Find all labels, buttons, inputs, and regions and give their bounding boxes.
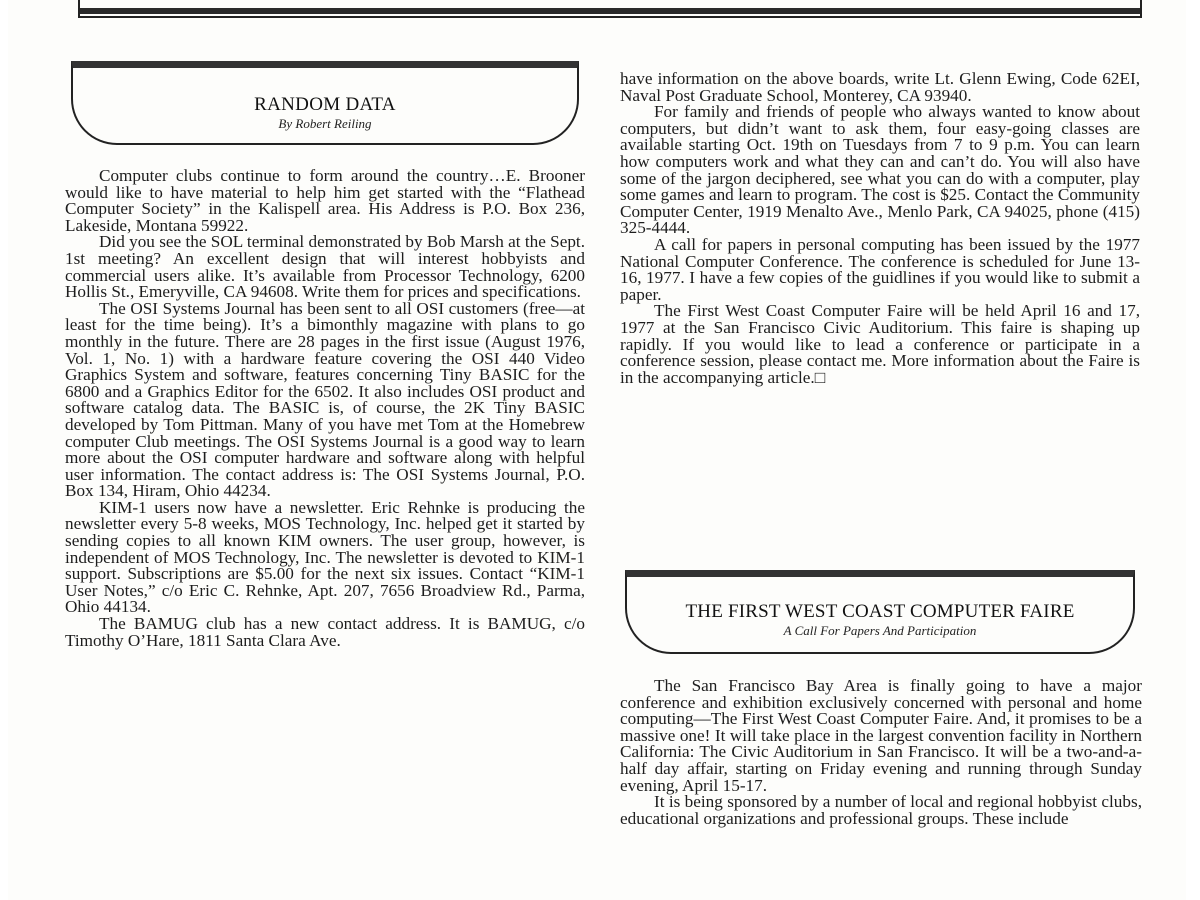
paragraph: It is being sponsored by a number of local and regional hobbyist clubs, educational organizations and professional groups. These include — [620, 792, 1142, 828]
computer-faire-title-box — [625, 570, 1135, 654]
paragraph: The OSI Systems Journal has been sent to all OSI customers (free—at least for the time being). It’s a bimonthly magazine with plans to go monthly in the future. There are 28 pages in the first issue (August 1976, Vol. 1, No. 1) with a hardware feature covering the OSI 440 Video Graphics System and software, features concerning Tiny BASIC for the 6800 and a Graphics Editor for the 6502. It also includes OSI product and software catalog data. The BASIC is, of course, the 2K Tiny BASIC developed by Tom Pittman. Many of you have met Tom at the Homebrew computer Club meetings. The OSI Systems Journal is a good way to learn more about the OSI computer hardware and software along with helpful user information. The contact address is: The OSI Systems Journal, P.O. Box 134, Hiram, Ohio 44234. — [65, 298, 585, 501]
paragraph: Did you see the SOL terminal demonstrated by Bob Marsh at the Sept. 1st meeting? An excellent design that will interest hobbyists and commercial users alike. It’s available from Processor Technology, 6200 Hollis St., Emeryville, CA 94608. Write them for prices and specifications. — [65, 232, 585, 302]
article-title: RANDOM DATA — [254, 94, 396, 115]
right-column-faire-article — [620, 678, 1142, 900]
paragraph: have information on the above boards, write Lt. Glenn Ewing, Code 62EI, Naval Post Graduate School, Monterey, CA 93940. — [620, 71, 1140, 105]
top-border-rule — [78, 0, 1142, 18]
paragraph: A call for papers in personal computing has been issued by the 1977 National Computer Conference. The conference is scheduled for June 13-16, 1977. I have a few copies of the guidlines if you would like to submit a paper. — [620, 234, 1140, 304]
paragraph: KIM-1 users now have a newsletter. Eric Rehnke is producing the newsletter every 5-8 weeks, MOS Technology, Inc. helped get it started by sending copies to all known KIM owners. The user group, however, is independent of MOS Technology, Inc. The newsletter is devoted to KIM-1 support. Subscriptions are $5.00 for the next six issues. Contact “KIM-1 User Notes,” c/o Eric C. Rehnke, Apt. 207, 7656 Broadview Rd., Parma, Ohio 44134. — [65, 497, 585, 617]
article-byline: By Robert Reiling — [278, 116, 372, 131]
article-subtitle: A Call For Papers And Participation — [783, 623, 977, 638]
magazine-page — [8, 0, 1186, 900]
random-data-title-box — [71, 61, 579, 145]
paragraph: The First West Coast Computer Faire will be held April 16 and 17, 1977 at the San Francisco Civic Auditorium. This faire is shaping up rapidly. If you would like to lead a conference or participate in a conference session, please contact me. More information about the Faire is in the accompanying article.□ — [620, 301, 1140, 387]
paragraph: The San Francisco Bay Area is finally going to have a major conference and exhibition exclusively concerned with personal and home computing—The First West Coast Computer Faire. And, it promises to be a massive one! It will take place in the largest convention facility in Northern California: The Civic Auditorium in San Francisco. It will be a two-and-a-half day affair, starting on Friday evening and running through Sunday evening, April 15-17. — [620, 678, 1142, 795]
left-column — [65, 168, 585, 900]
paragraph: For family and friends of people who always wanted to know about computers, but didn’t want to ask them, four easy-going classes are available starting Oct. 19th on Tuesdays from 7 to 9 p.m. You can learn how computers work and what they can and can’t do. You will also have some of the jargon deciphered, see what you can do with a computer, play some games and learn to program. The cost is $25. Contact the Community Computer Center, 1919 Menalto Ave., Menlo Park, CA 94025, phone (415) 325-4444. — [620, 102, 1140, 238]
paragraph: The BAMUG club has a new contact address. It is BAMUG, c/o Timothy O’Hare, 1811 Santa Clara Ave. — [65, 614, 585, 650]
paragraph: Computer clubs continue to form around the country…E. Brooner would like to have material to help him get started with the “Flathead Computer Society” in the Kalispell area. His Address is P.O. Box 236, Lakeside, Montana 59922. — [65, 168, 585, 235]
article-title: THE FIRST WEST COAST COMPUTER FAIRE — [685, 601, 1075, 622]
right-column-continuation — [620, 71, 1140, 541]
